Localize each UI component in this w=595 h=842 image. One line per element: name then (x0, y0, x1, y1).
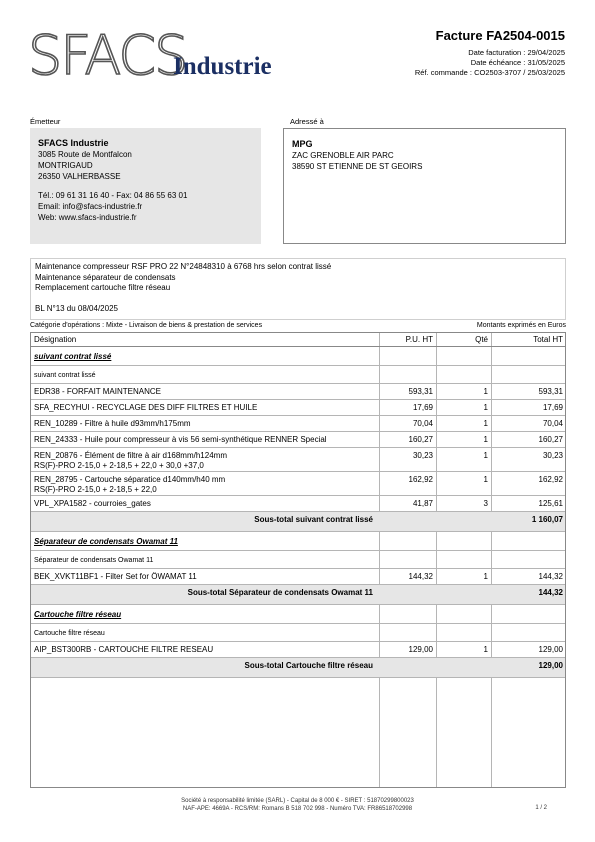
invoice-description (30, 258, 566, 320)
table-row (31, 400, 565, 416)
table-row (31, 448, 565, 472)
item-designation (34, 416, 379, 429)
item-total: 17,69 (542, 403, 563, 412)
invoice-date: Date facturation : 29/04/2025 (468, 48, 565, 57)
description-line: Remplacement cartouche filtre réseau (35, 283, 171, 292)
header-unit-price: P.U. HT (405, 335, 433, 344)
emitter-address-line: 3085 Route de Montfalcon (38, 150, 132, 159)
item-designation (34, 400, 379, 413)
recipient-address-line: ZAC GRENOBLE AIR PARC (292, 151, 394, 160)
section-note: Séparateur de condensats Owamat 11 (34, 557, 154, 564)
item-designation-text: AIP_BST300RB - CARTOUCHE FILTRE RESEAU (34, 645, 214, 654)
section-note-row (31, 551, 565, 569)
recipient-address-line: 38590 ST ETIENNE DE ST GEOIRS (292, 162, 423, 171)
recipient-box (283, 128, 566, 244)
item-total: 160,27 (538, 435, 563, 444)
item-total: 129,00 (538, 645, 563, 654)
section-title: Séparateur de condensats Owamat 11 (34, 537, 178, 546)
subtotal-label: Sous-total Séparateur de condensats Owamat 11 (187, 588, 373, 597)
table-row (31, 569, 565, 585)
invoice-due-date: Date échéance : 31/05/2025 (470, 58, 565, 67)
item-total: 30,23 (542, 451, 563, 460)
invoice-title: Facture FA2504-0015 (435, 28, 565, 43)
item-designation (34, 642, 379, 655)
item-unit-price: 30,23 (412, 451, 433, 460)
item-quantity: 1 (483, 451, 488, 460)
item-quantity: 1 (483, 387, 488, 396)
recipient-label: Adressé à (290, 117, 324, 126)
item-designation-text: BEK_XVKT11BF1 - Filter Set for ÖWAMAT 11 (34, 572, 197, 581)
item-unit-price: 160,27 (408, 435, 433, 444)
emitter-address-line: 26350 VALHERBASSE (38, 172, 121, 181)
table-header (31, 333, 565, 347)
footer-legal-line: NAF-APE: 4669A - RCS/RM: Romans B 518 702 998 - Numéro TVA: FR86518702998 (182, 806, 413, 812)
table-row (31, 496, 565, 512)
item-designation (34, 448, 379, 471)
section-note-row (31, 366, 565, 384)
emitter-email: Email: info@sfacs-industrie.fr (38, 202, 143, 211)
subtotal-amount: 144,32 (538, 588, 563, 597)
section-header-row (31, 532, 565, 551)
table-row (31, 384, 565, 400)
item-designation-text: REN_20876 - Élément de filtre à air d168mm/h124mm (34, 451, 227, 460)
table-row (31, 416, 565, 432)
item-quantity: 3 (483, 499, 488, 508)
item-total: 144,32 (538, 572, 563, 581)
description-line: Maintenance séparateur de condensats (35, 272, 176, 282)
footer-legal-line: Société à responsabilité limitée (SARL) - Capital de 8 000 € - SIRET : 51870299800023 (181, 798, 414, 804)
section-note: Cartouche filtre réseau (34, 630, 105, 637)
subtotal-row (31, 585, 565, 605)
page-number: 1 / 2 (535, 805, 547, 811)
section-note: suivant contrat lissé (34, 372, 96, 379)
emitter-address-line: MONTRIGAUD (38, 161, 93, 170)
subtotal-amount: 129,00 (538, 661, 563, 670)
item-designation (34, 569, 379, 582)
item-unit-price: 129,00 (408, 645, 433, 654)
item-designation (34, 432, 379, 445)
item-unit-price: 144,32 (408, 572, 433, 581)
subtotal-row (31, 658, 565, 678)
item-unit-price: 162,92 (408, 475, 433, 484)
item-designation-text: SFA_RECYHUI - RECYCLAGE DES DIFF FILTRES ET HUILE (34, 403, 258, 412)
footer (0, 797, 595, 813)
subtotal-label: Sous-total Cartouche filtre réseau (244, 661, 373, 670)
section-header-row (31, 605, 565, 624)
logo-sfacs-text: SFACS (28, 24, 187, 87)
emitter-name: SFACS Industrie (38, 138, 109, 148)
emitter-web: Web: www.sfacs-industrie.fr (38, 213, 137, 222)
header-quantity: Qté (475, 335, 488, 344)
item-quantity: 1 (483, 572, 488, 581)
header-total: Total HT (533, 335, 563, 344)
table-row (31, 432, 565, 448)
item-total: 70,04 (542, 419, 563, 428)
currency-note: Montants exprimés en Euros (476, 322, 566, 329)
emitter-label: Émetteur (30, 117, 61, 126)
item-designation-text: REN_28795 - Cartouche séparatice d140mm/h40 mm (34, 475, 226, 484)
item-unit-price: 70,04 (412, 419, 433, 428)
logo-industrie-text: Industrie (173, 53, 272, 80)
item-total: 125,61 (538, 499, 563, 508)
emitter-phone: Tél.: 09 61 31 16 40 - Fax: 04 86 55 63 01 (38, 191, 188, 200)
subtotal-row (31, 512, 565, 532)
item-quantity: 1 (483, 419, 488, 428)
item-quantity: 1 (483, 475, 488, 484)
operations-category: Catégorie d'opérations : Mixte - Livraison de biens & prestation de services (30, 322, 263, 329)
item-designation (34, 496, 379, 509)
subtotal-label: Sous-total suivant contrat lissé (254, 515, 373, 524)
item-designation-detail: RS(F)-PRO 2-15,0 + 2-18,5 + 22,0 (34, 485, 157, 494)
invoice-order-ref: Réf. commande : CO2503-3707 / 25/03/2025 (414, 68, 565, 77)
item-unit-price: 593,31 (408, 387, 433, 396)
section-title: Cartouche filtre réseau (34, 610, 122, 619)
item-designation-detail: RS(F)-PRO 2-15,0 + 2-18,5 + 22,0 + 30,0 +37,0 (34, 461, 204, 470)
table-row (31, 642, 565, 658)
section-header-row (31, 347, 565, 366)
table-row (31, 472, 565, 496)
section-note-row (31, 624, 565, 642)
invoice-table (30, 332, 566, 788)
item-designation-text: EDR38 - FORFAIT MAINTENANCE (34, 387, 161, 396)
item-designation-text: REN_10289 - Filtre à huile d93mm/h175mm (34, 419, 191, 428)
delivery-note: BL N°13 du 08/04/2025 (35, 303, 118, 313)
item-designation (34, 384, 379, 397)
header-designation: Désignation (34, 335, 77, 344)
item-quantity: 1 (483, 435, 488, 444)
company-logo (28, 26, 288, 86)
emitter-box (30, 128, 261, 244)
item-total: 162,92 (538, 475, 563, 484)
section-title: suivant contrat lissé (34, 352, 112, 361)
description-line: Maintenance compresseur RSF PRO 22 N°24848310 à 6768 hrs selon contrat lissé (35, 262, 332, 271)
category-line (30, 321, 566, 330)
item-designation-text: REN_24333 - Huile pour compresseur à vis 56 semi-synthétique RENNER Special (34, 435, 327, 444)
item-designation (34, 472, 379, 495)
subtotal-amount: 1 160,07 (531, 515, 563, 524)
recipient-name: MPG (292, 139, 313, 149)
item-unit-price: 17,69 (412, 403, 433, 412)
item-total: 593,31 (538, 387, 563, 396)
item-unit-price: 41,87 (412, 499, 433, 508)
item-designation-text: VPL_XPA1582 - courroies_gates (34, 499, 151, 508)
item-quantity: 1 (483, 645, 488, 654)
item-quantity: 1 (483, 403, 488, 412)
